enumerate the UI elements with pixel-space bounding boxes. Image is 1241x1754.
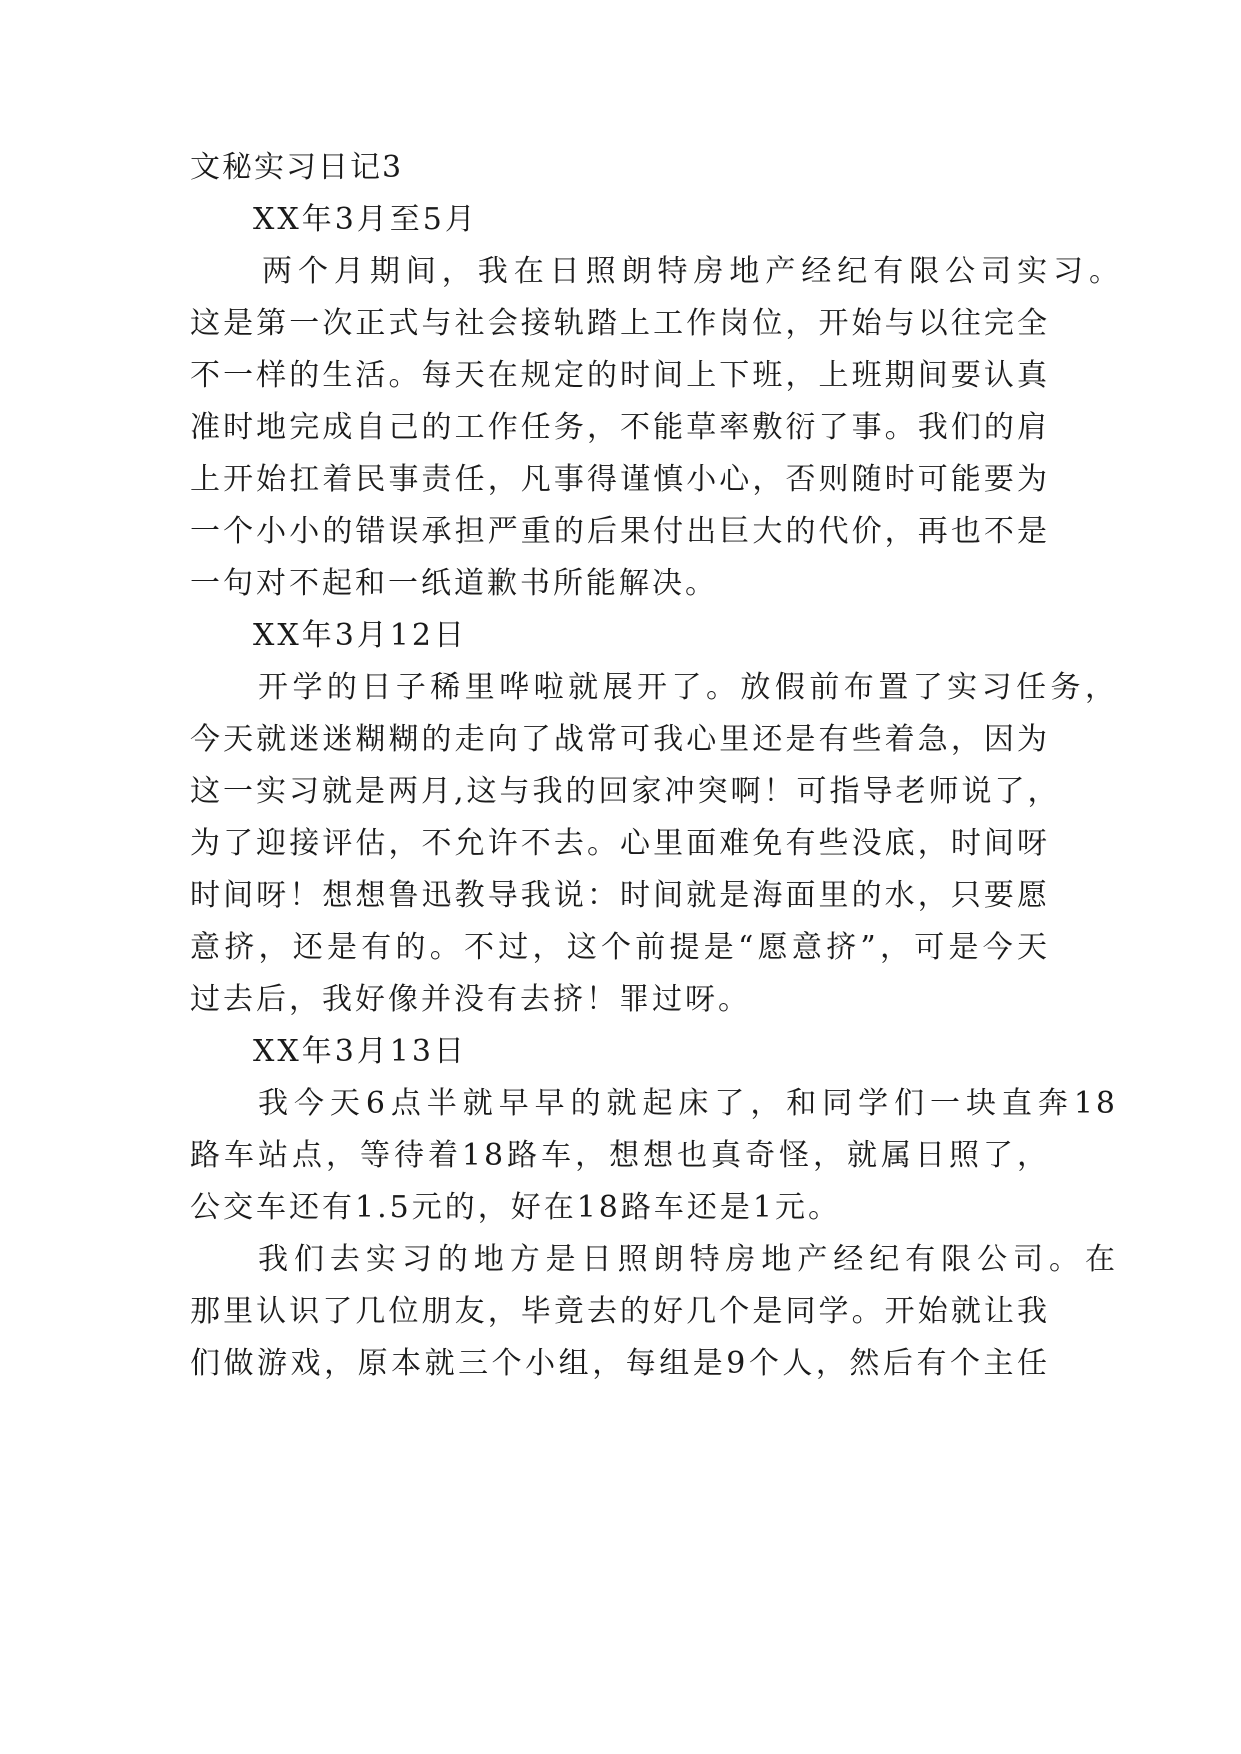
paragraph-line: 开学的日子稀里哗啦就展开了。放假前布置了实习任务， [258, 670, 1118, 705]
paragraph-line: 这是第一次正式与社会接轨踏上工作岗位，开始与以往完全 [190, 306, 1050, 341]
paragraph-line: 上开始扛着民事责任，凡事得谨慎小心，否则随时可能要为 [190, 462, 1050, 497]
paragraph-line: 我们去实习的地方是日照朗特房地产经纪有限公司。在 [258, 1242, 1118, 1277]
document-title: 文秘实习日记3 [190, 150, 404, 185]
entry-date: XX年3月至5月 [253, 202, 478, 237]
paragraph-line: 公交车还有1.5元的，好在18路车还是1元。 [190, 1190, 841, 1225]
paragraph-line: 不一样的生活。每天在规定的时间上下班，上班期间要认真 [190, 358, 1050, 393]
entry-date: XX年3月13日 [253, 1034, 467, 1069]
paragraph-line: 一句对不起和一纸道歉书所能解决。 [190, 566, 718, 601]
paragraph-line: 我今天6点半就早早的就起床了，和同学们一块直奔18 [258, 1086, 1118, 1121]
entry-date: XX年3月12日 [253, 618, 467, 653]
paragraph-line: 意挤，还是有的。不过，这个前提是“愿意挤”，可是今天 [190, 930, 1050, 965]
paragraph-line: 一个小小的错误承担严重的后果付出巨大的代价，再也不是 [190, 514, 1050, 549]
paragraph-line: 们做游戏，原本就三个小组，每组是9个人，然后有个主任 [190, 1346, 1050, 1381]
paragraph-line: 这一实习就是两月,这与我的回家冲突啊！可指导老师说了， [190, 774, 1061, 809]
paragraph-line: 时间呀！想想鲁迅教导我说：时间就是海面里的水，只要愿 [190, 878, 1050, 913]
paragraph-line: 过去后，我好像并没有去挤！罪过呀。 [190, 982, 751, 1017]
paragraph-line: 准时地完成自己的工作任务，不能草率敷衍了事。我们的肩 [190, 410, 1050, 445]
paragraph-line: 路车站点，等待着18路车，想想也真奇怪，就属日照了， [190, 1138, 1050, 1173]
paragraph-line: 为了迎接评估，不允许不去。心里面难免有些没底，时间呀 [190, 826, 1050, 861]
paragraph-line: 那里认识了几位朋友，毕竟去的好几个是同学。开始就让我 [190, 1294, 1050, 1329]
paragraph-line: 两个月期间，我在日照朗特房地产经纪有限公司实习。 [262, 254, 1122, 289]
paragraph-line: 今天就迷迷糊糊的走向了战常可我心里还是有些着急，因为 [190, 722, 1050, 757]
